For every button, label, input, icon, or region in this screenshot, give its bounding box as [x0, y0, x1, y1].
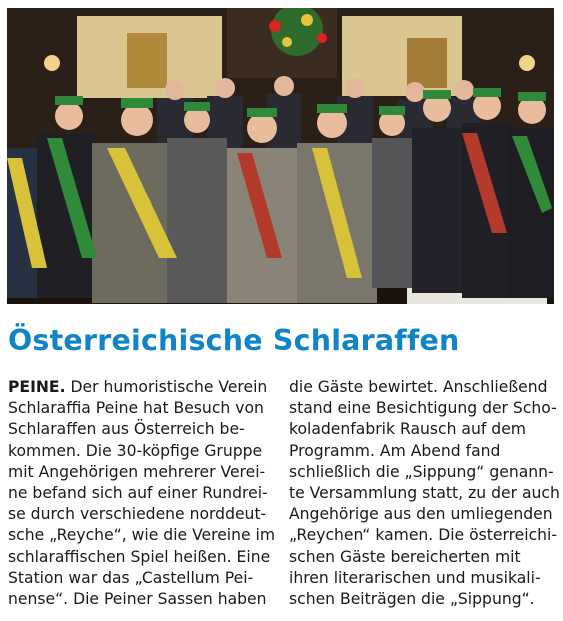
article-line: „Reychen“ kamen. Die österreichi- — [289, 526, 558, 545]
article-line: ihren literarischen und musikali- — [289, 568, 541, 587]
article-line: schen Beiträgen die „Sippung“. — [289, 589, 535, 608]
article-line: schen Gäste bereicherten mit — [289, 547, 521, 566]
article-line: Schlaraffia Peine hat Besuch von — [8, 399, 264, 418]
article-headline: Österreichische Schlaraffen — [8, 324, 460, 357]
article-line: Station war das „Castellum Pei- — [8, 568, 254, 587]
article-line: kommen. Die 30-köpfige Gruppe — [8, 441, 263, 460]
article-line — [8, 377, 276, 398]
article-line: se durch verschiedene norddeut- — [8, 505, 267, 524]
article-line: Programm. Am Abend fand — [289, 441, 501, 460]
article-line: stand eine Besichtigung der Scho- — [289, 399, 557, 418]
article-line: schließlich die „Sippung“ genann- — [289, 462, 554, 481]
group-photo — [7, 8, 554, 304]
article-column-right — [289, 377, 560, 610]
article-line: Schlaraffen aus Österreich be- — [8, 420, 245, 439]
article-line-text: Der humoristische Verein — [65, 378, 268, 396]
article-line: koladenfabrik Rausch auf dem — [289, 420, 526, 439]
group-photo-illustration — [7, 8, 554, 304]
article-lead: PEINE. — [8, 378, 66, 396]
article-line: Angehörige aus den umliegenden — [289, 505, 553, 524]
article-line: ne befand sich auf einer Rundrei- — [8, 483, 268, 502]
article-line: schlaraffischen Spiel heißen. Eine — [8, 547, 271, 566]
article-line: te Versammlung statt, zu der auch — [289, 483, 560, 502]
article-column-left — [8, 377, 276, 610]
article-line: nense“. Die Peiner Sassen haben — [8, 589, 267, 608]
article-line: die Gäste bewirtet. Anschließend — [289, 378, 548, 396]
article-line: mit Angehörigen mehrerer Verei- — [8, 462, 266, 481]
article-line: sche „Reyche“, wie die Vereine im — [8, 526, 276, 545]
